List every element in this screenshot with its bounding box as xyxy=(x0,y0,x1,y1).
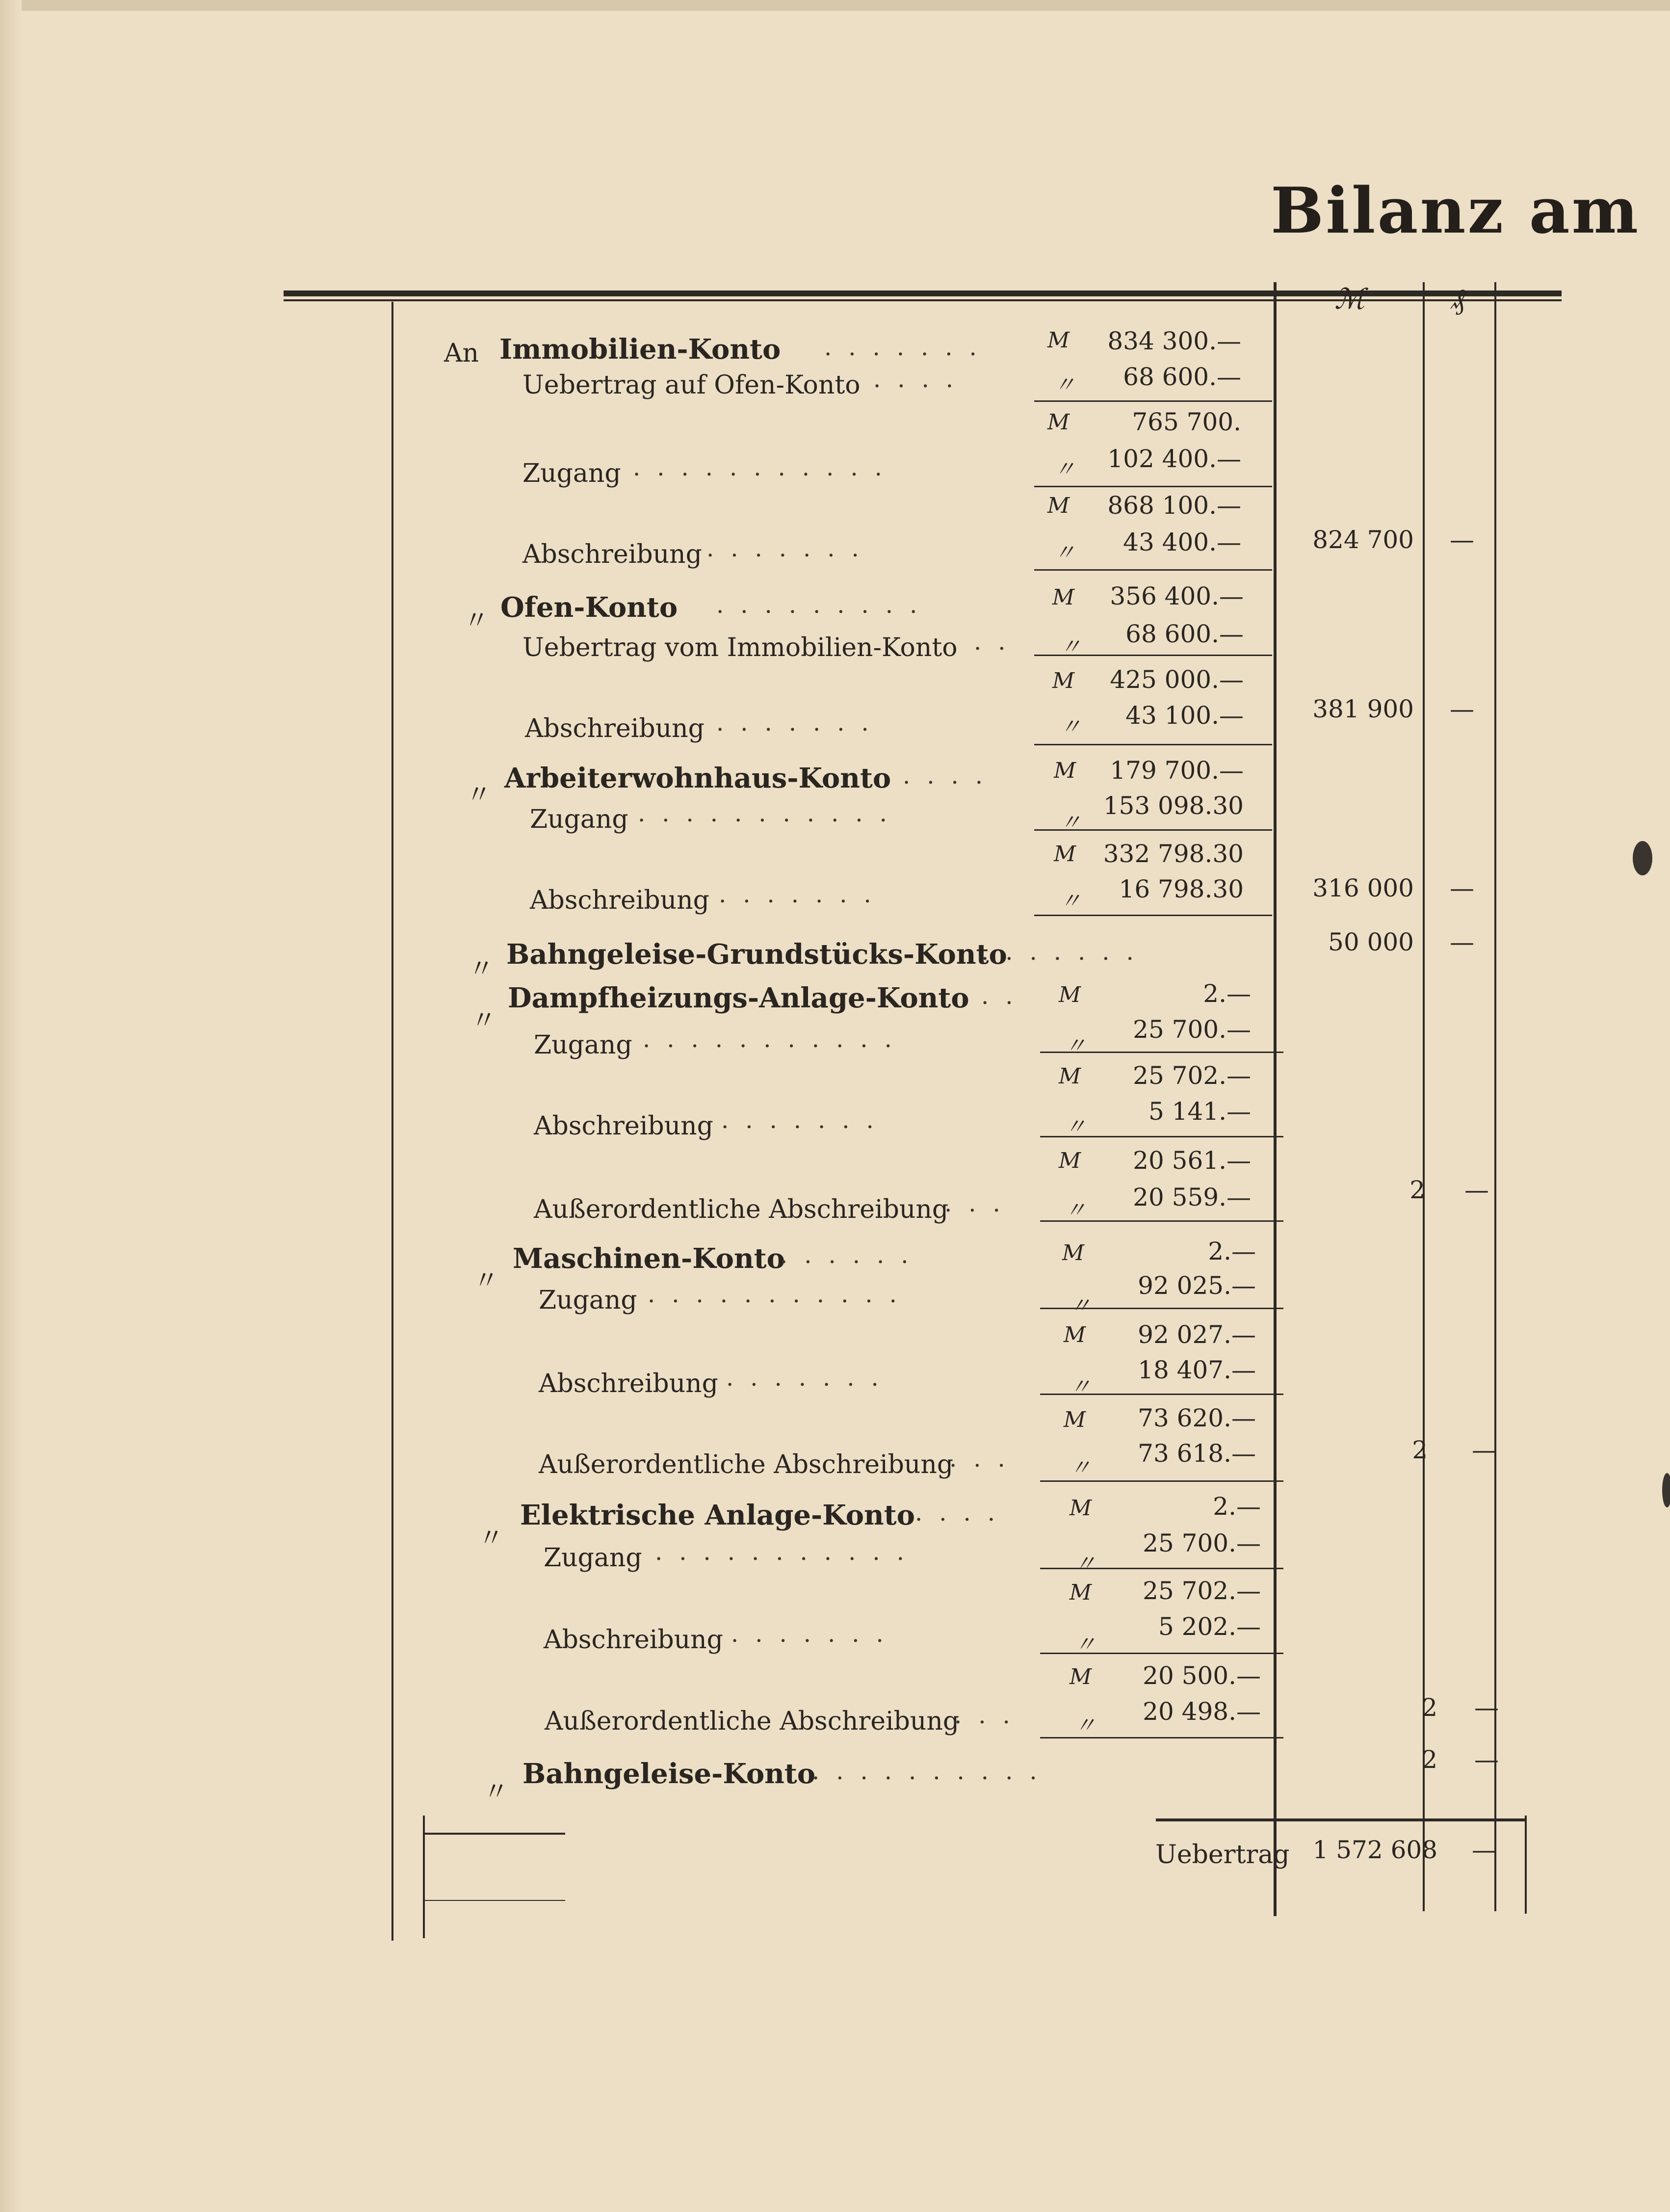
pfennig: — xyxy=(1464,1176,1489,1204)
row-total: 2 xyxy=(1422,1693,1437,1722)
mark-sign: M xyxy=(1054,842,1076,867)
mark-sign: M xyxy=(1064,1407,1086,1432)
amount: 153 098.30 xyxy=(1103,791,1244,820)
sum-rule xyxy=(1156,1818,1527,1821)
mark-sign: M xyxy=(1070,1496,1092,1521)
amount: 73 618.— xyxy=(1138,1439,1256,1468)
ditto-sign: 〃 xyxy=(1065,1033,1086,1058)
leader-dots: ........... xyxy=(633,454,899,481)
ditto-sign: 〃 xyxy=(1060,714,1081,739)
amount: 18 407.— xyxy=(1138,1356,1256,1384)
mark-sign: M xyxy=(1047,493,1070,518)
leader-dots: ......... xyxy=(716,591,934,619)
leader-dots: .......... xyxy=(812,1758,1054,1785)
leader-dots: ...... xyxy=(780,1241,925,1269)
ditto-sign: 〃 xyxy=(1054,372,1075,397)
mark-sign: M xyxy=(1070,1664,1092,1689)
entry-label: Zugang xyxy=(534,1030,632,1060)
mark-column-header: ℳ xyxy=(1334,282,1365,316)
leader-dots: .. xyxy=(974,628,1022,656)
subtotal-line xyxy=(1034,915,1272,916)
mark-sign: M xyxy=(1070,1580,1092,1605)
amount: 2.— xyxy=(1213,1492,1261,1521)
account-title: Maschinen-Konto xyxy=(513,1242,785,1275)
amount: 43 400.— xyxy=(1123,528,1241,556)
entry-label: Außerordentliche Abschreibung xyxy=(534,1195,949,1224)
account-title: Bahngeleise-Konto xyxy=(522,1758,816,1790)
ditto-sign: 〃 xyxy=(1054,540,1075,565)
entry-label: Zugang xyxy=(539,1286,637,1315)
leader-dots: ....... xyxy=(719,881,888,908)
amount: 25 700.— xyxy=(1133,1015,1251,1044)
entry-label: Abschreibung xyxy=(544,1625,723,1655)
row-total: 824 700 xyxy=(1312,526,1414,554)
short-rule xyxy=(423,1833,565,1835)
account-title: Arbeiterwohnhaus-Konto xyxy=(504,762,891,794)
leader-dots: ... xyxy=(949,1445,1022,1473)
total-column-rule xyxy=(1274,282,1277,1916)
amount: 25 702.— xyxy=(1133,1061,1251,1090)
row-prefix: 〃 xyxy=(473,1266,499,1295)
entry-label: Abschreibung xyxy=(522,540,702,569)
leader-dots: ... xyxy=(954,1702,1027,1729)
mark-sign: M xyxy=(1047,328,1070,353)
amount: 25 700.— xyxy=(1143,1529,1261,1557)
binding-hole xyxy=(1633,841,1652,875)
amount: 834 300.— xyxy=(1107,327,1241,355)
pfennig: — xyxy=(1474,1693,1499,1722)
pfennig: — xyxy=(1474,1745,1499,1774)
amount: 2.— xyxy=(1203,979,1251,1008)
page-title: Bilanz am xyxy=(1271,174,1641,248)
row-total: 316 000 xyxy=(1312,874,1414,902)
amount: 332 798.30 xyxy=(1103,840,1244,868)
pfennig-column-header: ₰ xyxy=(1451,282,1465,316)
pfennig-column-rule xyxy=(1423,282,1425,1911)
ditto-sign: 〃 xyxy=(1065,1114,1086,1139)
account-title: Dampfheizungs-Anlage-Konto xyxy=(508,982,969,1014)
amount: 179 700.— xyxy=(1110,756,1244,785)
subtotal-line xyxy=(1034,486,1272,487)
amount: 2.— xyxy=(1208,1237,1256,1265)
leader-dots: ........... xyxy=(638,800,904,827)
row-prefix: 〃 xyxy=(478,1524,504,1553)
subtotal-line xyxy=(1034,744,1272,745)
leader-dots: ....... xyxy=(824,334,993,361)
amount: 43 100.— xyxy=(1125,701,1244,730)
amount: 16 798.30 xyxy=(1119,875,1244,903)
row-prefix: 〃 xyxy=(471,1006,497,1035)
ditto-sign: 〃 xyxy=(1060,634,1081,659)
row-total: 2 xyxy=(1409,1176,1425,1204)
leader-dots: ....... xyxy=(721,1106,890,1134)
mark-sign: M xyxy=(1047,410,1070,435)
pfennig: — xyxy=(1450,526,1474,554)
amount: 92 025.— xyxy=(1138,1271,1256,1300)
left-margin-rule xyxy=(391,302,393,1941)
entry-label: Uebertrag auf Ofen-Konto xyxy=(522,370,861,400)
subtotal-line xyxy=(1034,400,1272,402)
account-title: Elektrische Anlage-Konto xyxy=(520,1499,915,1531)
page-left-edge xyxy=(0,0,22,2212)
mark-sign: M xyxy=(1064,1322,1086,1347)
entry-label: Zugang xyxy=(522,459,621,488)
row-total: 50 000 xyxy=(1328,928,1414,956)
subtotal-line xyxy=(1034,569,1272,571)
entry-label: Zugang xyxy=(544,1543,642,1573)
leader-dots: .. xyxy=(981,982,1030,1010)
amount: 20 559.— xyxy=(1133,1183,1251,1211)
leader-dots: ....... xyxy=(726,1364,895,1392)
ditto-sign: 〃 xyxy=(1074,1713,1096,1738)
short-rule-thin xyxy=(423,1900,565,1901)
pfennig: — xyxy=(1450,874,1474,902)
page-top-edge xyxy=(0,0,1670,11)
ditto-sign: 〃 xyxy=(1074,1551,1096,1576)
row-total: 2 xyxy=(1412,1436,1428,1464)
leader-dots: ... xyxy=(944,1190,1017,1217)
row-prefix: 〃 xyxy=(469,954,495,984)
row-prefix: 〃 xyxy=(464,606,490,635)
amount: 20 500.— xyxy=(1143,1661,1261,1690)
mark-sign: M xyxy=(1054,758,1076,783)
carry-total: 1 572 608 xyxy=(1312,1836,1437,1864)
pfennig: — xyxy=(1472,1436,1496,1464)
entry-label: Abschreibung xyxy=(525,714,705,743)
pfennig: — xyxy=(1450,928,1474,956)
ditto-sign: 〃 xyxy=(1054,457,1075,482)
ditto-sign: 〃 xyxy=(1074,1632,1096,1657)
leader-dots: ........... xyxy=(655,1538,921,1566)
account-title: Immobilien-Konto xyxy=(499,333,781,366)
pfennig: — xyxy=(1450,695,1474,723)
leader-dots: ....... xyxy=(981,938,1150,966)
binding-hole xyxy=(1662,1473,1670,1507)
entry-label: Abschreibung xyxy=(534,1111,713,1141)
row-prefix: 〃 xyxy=(483,1777,509,1807)
leader-dots: .... xyxy=(873,366,970,393)
ditto-sign: 〃 xyxy=(1070,1293,1091,1318)
leader-dots: .... xyxy=(903,762,1000,790)
amount: 20 561.— xyxy=(1133,1146,1251,1175)
mark-sign: M xyxy=(1052,585,1075,610)
entry-label: Außerordentliche Abschreibung xyxy=(539,1450,954,1479)
leader-dots: ....... xyxy=(706,535,876,562)
leader-dots: ....... xyxy=(731,1620,900,1648)
row-prefix: 〃 xyxy=(466,780,492,810)
right-column-rule xyxy=(1494,282,1496,1911)
amount: 68 600.— xyxy=(1123,363,1241,391)
leader-dots: .... xyxy=(915,1499,1012,1527)
amount: 73 620.— xyxy=(1138,1404,1256,1432)
amount: 102 400.— xyxy=(1107,445,1241,473)
entry-label: Abschreibung xyxy=(530,886,709,915)
row-total: 2 xyxy=(1422,1745,1437,1774)
mark-sign: M xyxy=(1059,1064,1081,1089)
leader-dots: ........... xyxy=(648,1281,913,1308)
account-title: Ofen-Konto xyxy=(500,591,678,624)
mark-sign: M xyxy=(1062,1240,1085,1265)
entry-label: Außerordentliche Abschreibung xyxy=(545,1707,960,1736)
carry-label: Uebertrag xyxy=(1155,1840,1290,1870)
amount: 5 202.— xyxy=(1158,1612,1261,1641)
amount: 68 600.— xyxy=(1125,620,1244,648)
row-total: 381 900 xyxy=(1312,695,1414,723)
ditto-sign: 〃 xyxy=(1060,810,1081,835)
mark-sign: M xyxy=(1059,1148,1081,1173)
account-title: Bahngeleise-Grundstücks-Konto xyxy=(506,938,1007,971)
leader-dots: ....... xyxy=(716,709,886,737)
mark-sign: M xyxy=(1052,668,1075,693)
ditto-sign: 〃 xyxy=(1060,889,1081,914)
ditto-sign: 〃 xyxy=(1070,1455,1091,1480)
right-edge-rule xyxy=(1525,1816,1527,1914)
amount: 765 700. xyxy=(1132,408,1241,436)
mark-sign: M xyxy=(1059,982,1081,1007)
amount: 92 027.— xyxy=(1138,1320,1256,1349)
leader-dots: ........... xyxy=(643,1026,909,1053)
amount: 425 000.— xyxy=(1110,665,1244,694)
entry-label: Abschreibung xyxy=(539,1369,718,1398)
carry-pfennig: — xyxy=(1472,1836,1496,1864)
top-rule-thin xyxy=(284,299,1562,301)
row-prefix: An xyxy=(444,339,479,368)
ditto-sign: 〃 xyxy=(1070,1374,1091,1399)
amount: 20 498.— xyxy=(1143,1697,1261,1726)
amount: 25 702.— xyxy=(1143,1577,1261,1605)
amount: 5 141.— xyxy=(1148,1097,1251,1126)
top-rule xyxy=(284,290,1562,296)
entry-label: Uebertrag vom Immobilien-Konto xyxy=(522,633,958,662)
ditto-sign: 〃 xyxy=(1065,1198,1086,1223)
amount: 868 100.— xyxy=(1107,491,1241,520)
amount: 356 400.— xyxy=(1110,582,1244,610)
entry-label: Zugang xyxy=(530,805,628,834)
